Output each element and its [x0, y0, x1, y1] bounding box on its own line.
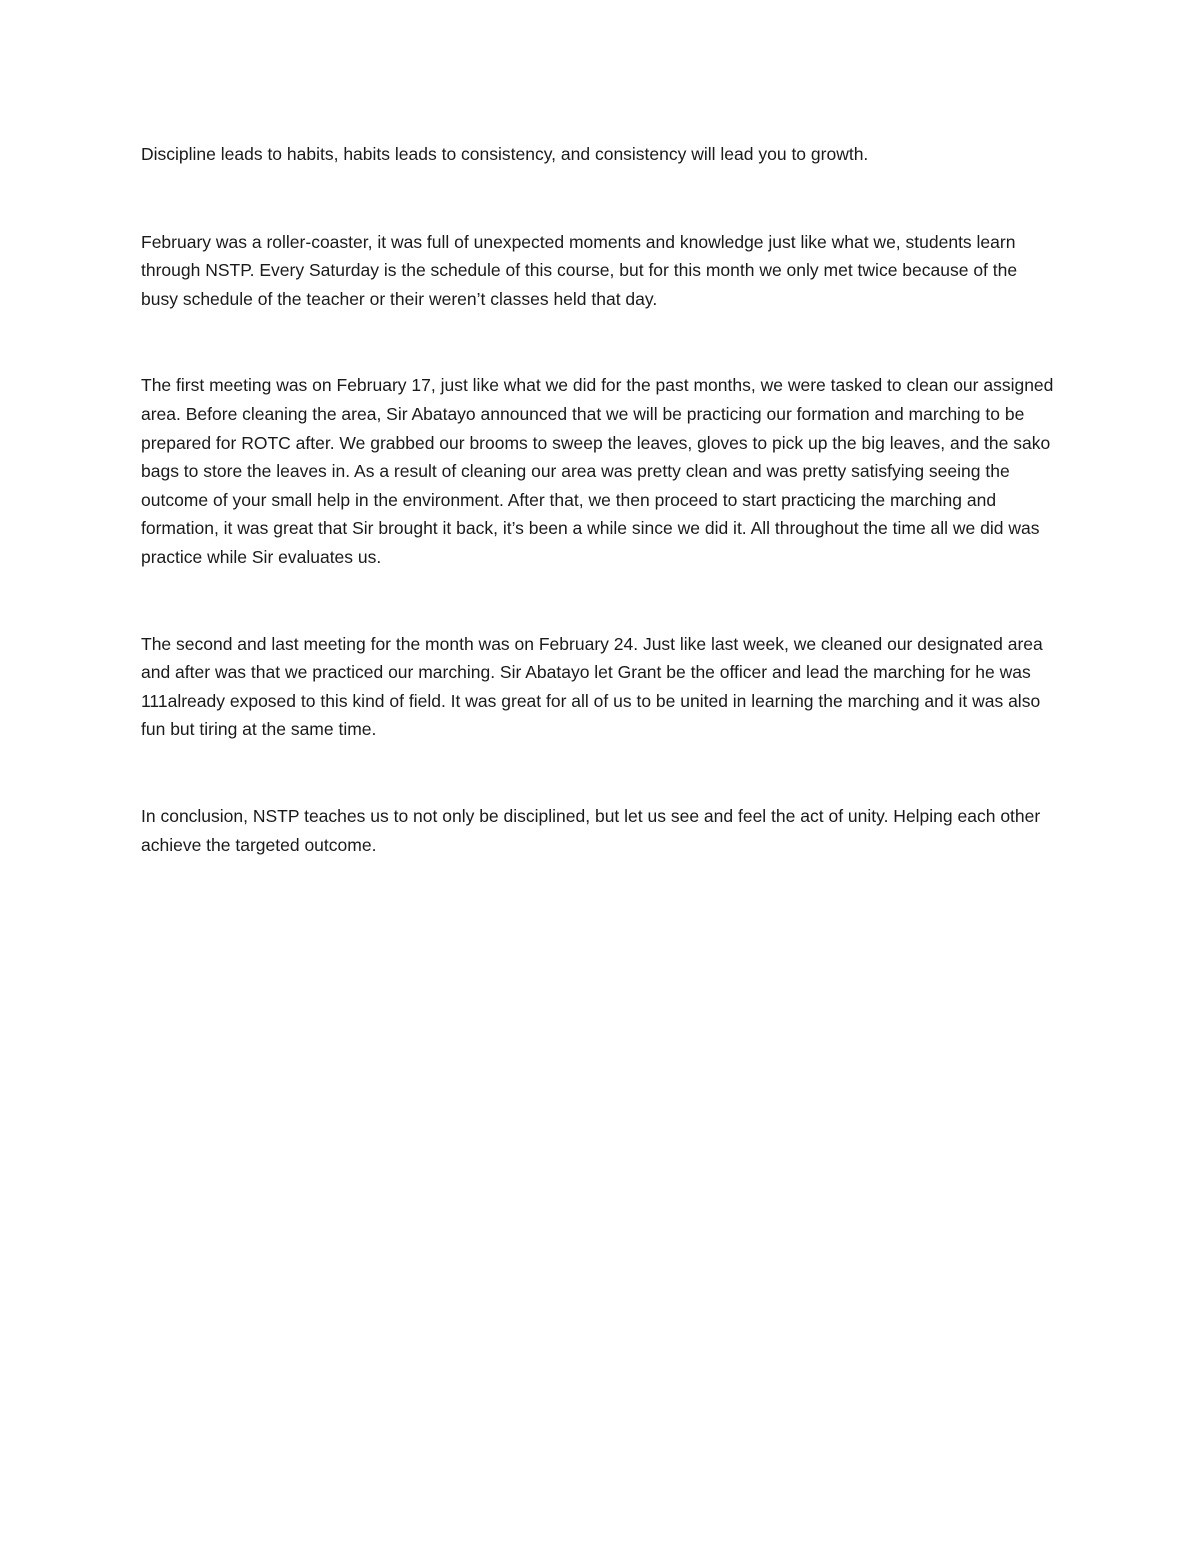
paragraph-first-meeting: The first meeting was on February 17, just like what we did for the past months, we were tasked to clean our assigned area. Before cleaning the area, Sir Abatayo announced that we will be practicing our formation and marching to be prepared for ROTC after. We grabbed our brooms to sweep the leaves, gloves to pick up the big leaves, and the sako bags to store the leaves in. As a result of cleaning our area was pretty clean and was pretty satisfying seeing the outcome of your small help in the environment. After that, we then proceed to start practicing the marching and formation, it was great that Sir brought it back, it’s been a while since we did it. All throughout the time all we did was practice while Sir evaluates us. — [141, 375, 1054, 567]
paragraph-opening-quote: Discipline leads to habits, habits leads to consistency, and consistency will lead you to growth. — [141, 144, 869, 164]
document-body — [141, 140, 1056, 859]
paragraph-conclusion: In conclusion, NSTP teaches us to not only be disciplined, but let us see and feel the act of unity. Helping each other achieve the targeted outcome. — [141, 805, 1041, 855]
paragraph-february-overview: February was a roller-coaster, it was full of unexpected moments and knowledge just like what we, students learn through NSTP. Every Saturday is the schedule of this course, but for this month we only met twice because of the busy schedule of the teacher or their weren’t classes held that day. — [141, 231, 1018, 309]
paragraph-second-meeting: The second and last meeting for the month was on February 24. Just like last week, we cleaned our designated area and after was that we practiced our marching. Sir Abatayo let Grant be the officer and lead the marching for he was 111already exposed to this kind of field. It was great for all of us to be united in learning the marching and it was also fun but tiring at the same time. — [141, 633, 1043, 740]
